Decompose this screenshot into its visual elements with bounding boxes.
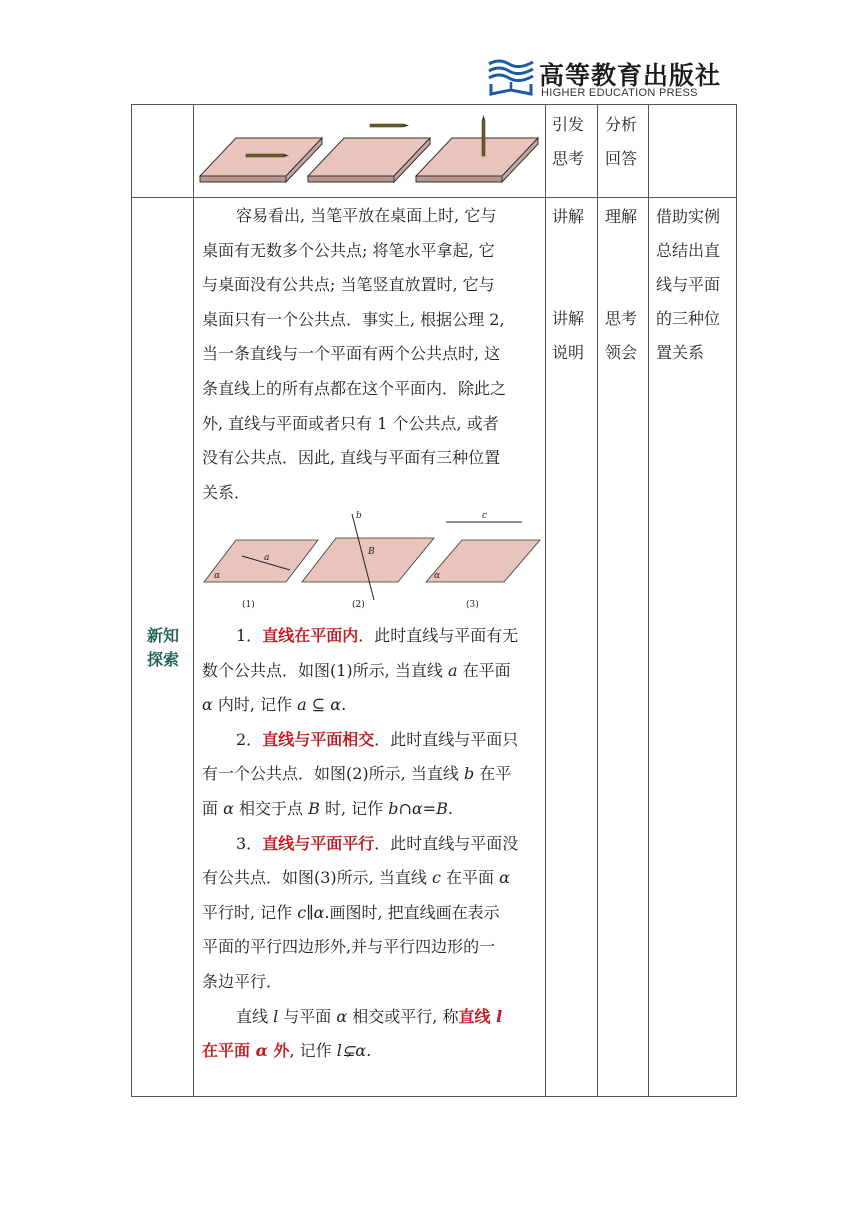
item3-line1 (202, 827, 540, 862)
item3-line4: 平面的平行四边形外,并与平行四边形的一 (202, 937, 496, 957)
closing-term-var: l (496, 1006, 503, 1026)
item2-line1 (202, 723, 540, 758)
math-var: α (336, 1006, 348, 1026)
math-expr: c∥α (297, 902, 325, 922)
spacer (605, 234, 637, 268)
item-number: 2． (236, 729, 263, 749)
math-expr: l⊊α (336, 1041, 367, 1061)
row1-student-activity (605, 108, 637, 176)
intro-line: 桌面有无数多个公共点; 将笔水平拿起, 它 (202, 240, 495, 260)
row2-teacher-activity (552, 200, 584, 370)
math-var: a (447, 660, 458, 680)
row-divider (131, 197, 737, 198)
plane-1 (204, 540, 318, 582)
intent-line: 的三种位 (656, 309, 721, 328)
intro-paragraph (202, 199, 540, 510)
teacher-activity-line: 思考 (552, 149, 585, 168)
line-b-label: b (356, 511, 362, 521)
item-text: 有一个公共点．如图(2)所示, 当直线 (202, 764, 464, 784)
item-text: 直线 (236, 1006, 274, 1026)
item2-title: 直线与平面相交 (262, 729, 375, 749)
item2-line3 (202, 792, 540, 827)
student-activity-line: 理解 (605, 207, 638, 226)
figure-3-label: (3) (466, 600, 479, 610)
line-plane-figure (198, 508, 544, 612)
row1-teacher-activity (552, 108, 584, 176)
item-text: . (341, 695, 347, 715)
item2-line2 (202, 757, 540, 792)
math-var: c (431, 868, 441, 888)
row2-student-activity (605, 200, 637, 370)
item1-title: 直线在平面内 (262, 626, 359, 645)
item1-line1 (202, 619, 540, 654)
item-text: 数个公共点．如图(1)所示, 当直线 (202, 660, 448, 680)
math-var: α (499, 868, 510, 888)
math-var: B (308, 798, 320, 818)
item3-line5: 条边平行． (202, 971, 283, 991)
desk-pen-flat (200, 138, 322, 182)
plane-3 (426, 540, 540, 582)
intro-line: 关系． (202, 482, 251, 502)
desk-pen-above (308, 124, 430, 182)
item-text: ．此时直线与平面有无 (358, 626, 519, 645)
student-activity-line: 领会 (605, 343, 638, 362)
intent-line: 置关系 (656, 343, 705, 362)
item-number: 3． (236, 833, 263, 853)
student-activity-line: 分析 (605, 115, 638, 134)
intro-line: 与桌面没有公共点; 当笔竖直放置时, 它与 (202, 275, 495, 295)
line-c-label: c (482, 511, 488, 521)
math-expr: b∩α=B (388, 798, 448, 818)
table-right-border (736, 104, 737, 1097)
item-text: . (447, 798, 453, 818)
item3-line3 (202, 896, 540, 931)
item-text: 相交于点 (233, 798, 309, 818)
math-var: l (273, 1006, 279, 1026)
math-var: α (223, 798, 234, 818)
publisher-logo (487, 56, 727, 102)
table-left-border (131, 104, 132, 1097)
item-text: 在平 (474, 764, 512, 784)
item3-title: 直线与平面平行 (262, 833, 375, 853)
intro-line: 容易看出, 当笔平放在桌面上时, 它与 (236, 206, 497, 225)
plane-1-label: α (214, 571, 221, 581)
teacher-activity-line: 讲解 (552, 309, 585, 328)
section-label-line: 探索 (146, 650, 179, 669)
item-text: 平行时, 记作 (202, 902, 298, 922)
intent-line: 借助实例 (656, 207, 721, 226)
teacher-activity-line: 引发 (552, 115, 585, 134)
math-expr: a ⊆ α (297, 695, 342, 715)
pen-desk-illustration (196, 108, 542, 194)
item-text: ．此时直线与平面只 (374, 729, 519, 749)
math-var: b (463, 764, 475, 784)
closing-term: 在平面 (202, 1041, 256, 1061)
item-text: . (366, 1041, 372, 1061)
intro-line: 外, 直线与平面或者只有 1 个公共点, 或者 (202, 413, 499, 433)
item-text: 在平面 (457, 660, 511, 680)
closing-term: 直线 (458, 1006, 497, 1026)
closing-term-var: α (255, 1041, 268, 1061)
item-text: 与平面 (278, 1006, 337, 1026)
closing-line2 (202, 1034, 540, 1069)
col-divider-1 (193, 104, 194, 1097)
item-text: .画图时, 把直线画在表示 (324, 902, 500, 922)
intro-line: 没有公共点．因此, 直线与平面有三种位置 (202, 448, 501, 468)
intro-line: 桌面只有一个公共点．事实上, 根据公理 2, (202, 309, 505, 329)
item3-line2 (202, 861, 540, 896)
table-bottom-border (131, 1096, 737, 1097)
col-divider-4 (648, 104, 649, 1097)
math-var: α (202, 695, 213, 715)
closing-term: 外 (267, 1041, 290, 1061)
plane-3-label: α (434, 571, 441, 581)
item-text: 相交或平行, 称 (347, 1006, 459, 1026)
student-activity-line: 思考 (605, 309, 638, 328)
intent-line: 总结出直 (656, 241, 721, 260)
item-text: 有公共点．如图(3)所示, 当直线 (202, 868, 432, 888)
section-label (140, 624, 186, 672)
intent-line: 线与平面 (656, 275, 721, 294)
teacher-activity-line: 讲解 (552, 207, 585, 226)
item-text: 时, 记作 (319, 798, 389, 818)
item-text: ．此时直线与平面没 (374, 833, 519, 853)
intro-line: 当一条直线与一个平面有两个公共点时, 这 (202, 344, 501, 364)
table-top-border (131, 104, 737, 105)
book-wave-logo-icon (487, 58, 535, 96)
item-text: 面 (202, 798, 224, 818)
col-divider-2 (545, 104, 546, 1097)
figure-1-label: (1) (242, 600, 255, 610)
row2-design-intent (656, 200, 720, 370)
line-a-label: a (264, 553, 270, 563)
section-label-line: 新知 (146, 626, 179, 645)
teacher-activity-line: 说明 (552, 343, 585, 362)
relation-items (202, 619, 540, 1069)
closing-line1 (202, 1000, 540, 1035)
point-B-label: B (368, 547, 375, 557)
student-activity-line: 回答 (605, 149, 638, 168)
item-text: 内时, 记作 (212, 695, 298, 715)
item-text: 在平面 (440, 868, 500, 888)
spacer (552, 268, 584, 302)
publisher-name-en: HIGHER EDUCATION PRESS (541, 87, 698, 99)
item1-line2 (202, 654, 540, 689)
spacer (605, 268, 637, 302)
spacer (552, 234, 584, 268)
col-divider-3 (597, 104, 598, 1097)
intro-line: 条直线上的所有点都在这个平面内．除此之 (202, 378, 507, 398)
figure-2-label: (2) (352, 600, 365, 610)
item-number: 1． (236, 626, 263, 645)
publisher-name-cn: 高等教育出版社 (539, 61, 722, 90)
desk-pen-vertical (416, 115, 538, 182)
item-text: , 记作 (289, 1041, 337, 1061)
item1-line3 (202, 688, 540, 723)
